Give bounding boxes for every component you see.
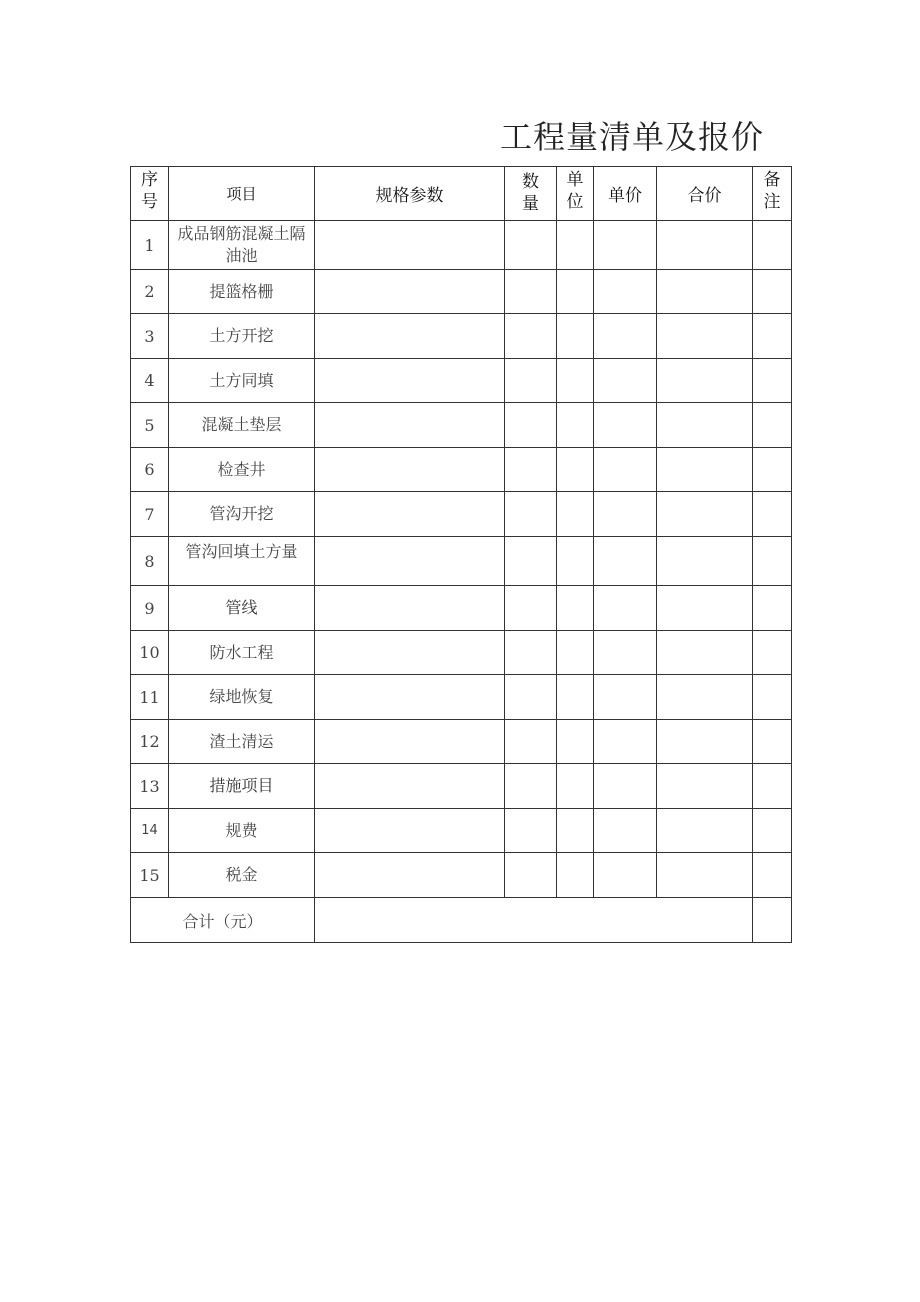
header-unit-price: 单价 (594, 167, 657, 221)
table-row (131, 764, 792, 809)
row-spec (315, 586, 505, 631)
row-remark (753, 675, 792, 720)
table-row (131, 853, 792, 898)
row-spec (315, 270, 505, 314)
row-unit (557, 586, 594, 631)
table-row (131, 631, 792, 675)
row-qty (505, 853, 557, 898)
row-remark (753, 537, 792, 586)
row-remark (753, 720, 792, 764)
row-unit (557, 221, 594, 270)
row-unit-price (594, 403, 657, 448)
row-remark (753, 448, 792, 492)
row-spec (315, 764, 505, 809)
row-item: 成品钢筋混凝土隔油池 (169, 221, 315, 270)
row-total-price (657, 586, 753, 631)
row-seq: 15 (131, 853, 169, 898)
row-unit-price (594, 492, 657, 537)
table-row (131, 270, 792, 314)
row-seq: 12 (131, 720, 169, 764)
row-total-price (657, 537, 753, 586)
row-spec (315, 314, 505, 359)
row-total-price (657, 853, 753, 898)
total-amount (315, 898, 753, 943)
row-unit (557, 853, 594, 898)
table-row (131, 448, 792, 492)
row-qty (505, 448, 557, 492)
row-seq: 3 (131, 314, 169, 359)
row-item: 混凝土垫层 (169, 403, 315, 448)
row-spec (315, 720, 505, 764)
row-item: 措施项目 (169, 764, 315, 809)
row-item: 检查井 (169, 448, 315, 492)
row-spec (315, 853, 505, 898)
row-remark (753, 631, 792, 675)
row-seq: 14 (131, 809, 169, 853)
row-item: 土方同填 (169, 359, 315, 403)
table-row (131, 720, 792, 764)
row-unit-price (594, 809, 657, 853)
header-qty: 数 量 (505, 167, 557, 221)
row-qty (505, 221, 557, 270)
row-spec (315, 631, 505, 675)
row-total-price (657, 270, 753, 314)
table-row (131, 403, 792, 448)
header-item: 项目 (169, 167, 315, 221)
row-total-price (657, 492, 753, 537)
row-qty (505, 270, 557, 314)
row-remark (753, 586, 792, 631)
row-unit-price (594, 853, 657, 898)
row-remark (753, 314, 792, 359)
row-seq: 8 (131, 537, 169, 586)
row-qty (505, 631, 557, 675)
table-row (131, 359, 792, 403)
row-seq: 1 (131, 221, 169, 270)
total-label: 合计（元） (131, 898, 315, 943)
row-seq: 7 (131, 492, 169, 537)
row-spec (315, 359, 505, 403)
row-remark (753, 764, 792, 809)
row-seq: 2 (131, 270, 169, 314)
row-total-price (657, 403, 753, 448)
row-unit-price (594, 720, 657, 764)
row-unit-price (594, 675, 657, 720)
row-unit (557, 537, 594, 586)
row-unit (557, 314, 594, 359)
row-unit (557, 270, 594, 314)
table-row (131, 221, 792, 270)
row-item: 管沟开挖 (169, 492, 315, 537)
total-row (131, 898, 792, 943)
row-unit-price (594, 314, 657, 359)
row-unit (557, 809, 594, 853)
row-unit-price (594, 448, 657, 492)
row-total-price (657, 314, 753, 359)
row-seq: 11 (131, 675, 169, 720)
row-seq: 4 (131, 359, 169, 403)
row-remark (753, 403, 792, 448)
row-total-price (657, 675, 753, 720)
total-remark (753, 898, 792, 943)
header-total-price: 合价 (657, 167, 753, 221)
row-unit-price (594, 359, 657, 403)
header-seq: 序 号 (131, 167, 169, 221)
table-row (131, 675, 792, 720)
row-unit (557, 720, 594, 764)
row-seq: 6 (131, 448, 169, 492)
table-row (131, 537, 792, 586)
row-total-price (657, 359, 753, 403)
row-qty (505, 586, 557, 631)
row-remark (753, 492, 792, 537)
row-remark (753, 809, 792, 853)
row-qty (505, 720, 557, 764)
row-spec (315, 492, 505, 537)
row-unit (557, 631, 594, 675)
row-unit (557, 448, 594, 492)
row-spec (315, 448, 505, 492)
row-unit (557, 675, 594, 720)
row-total-price (657, 764, 753, 809)
row-seq: 5 (131, 403, 169, 448)
row-qty (505, 314, 557, 359)
table-row (131, 492, 792, 537)
row-item: 防水工程 (169, 631, 315, 675)
row-spec (315, 537, 505, 586)
row-seq: 9 (131, 586, 169, 631)
row-total-price (657, 631, 753, 675)
row-item: 绿地恢复 (169, 675, 315, 720)
row-qty (505, 537, 557, 586)
row-spec (315, 221, 505, 270)
row-item: 土方开挖 (169, 314, 315, 359)
bill-of-quantities-table (130, 166, 792, 943)
row-spec (315, 403, 505, 448)
row-qty (505, 359, 557, 403)
row-remark (753, 359, 792, 403)
row-item: 渣土清运 (169, 720, 315, 764)
row-spec (315, 809, 505, 853)
table-row (131, 314, 792, 359)
row-unit (557, 403, 594, 448)
row-qty (505, 809, 557, 853)
row-seq: 10 (131, 631, 169, 675)
row-item: 税金 (169, 853, 315, 898)
row-unit-price (594, 537, 657, 586)
row-item: 规费 (169, 809, 315, 853)
header-unit: 单 位 (557, 167, 594, 221)
row-item: 管沟回填土方量 (169, 537, 315, 586)
row-unit (557, 764, 594, 809)
row-qty (505, 403, 557, 448)
table-row (131, 586, 792, 631)
row-qty (505, 492, 557, 537)
row-spec (315, 675, 505, 720)
row-remark (753, 221, 792, 270)
row-total-price (657, 221, 753, 270)
row-unit-price (594, 221, 657, 270)
row-total-price (657, 809, 753, 853)
header-spec: 规格参数 (315, 167, 505, 221)
row-item: 管线 (169, 586, 315, 631)
page-title: 工程量清单及报价 (500, 118, 765, 156)
row-unit (557, 492, 594, 537)
row-total-price (657, 720, 753, 764)
row-qty (505, 764, 557, 809)
row-unit-price (594, 270, 657, 314)
row-seq: 13 (131, 764, 169, 809)
header-remark: 备 注 (753, 167, 792, 221)
row-remark (753, 270, 792, 314)
row-item: 提篮格栅 (169, 270, 315, 314)
row-unit-price (594, 631, 657, 675)
row-total-price (657, 448, 753, 492)
row-unit-price (594, 764, 657, 809)
row-remark (753, 853, 792, 898)
header-row (131, 167, 792, 221)
row-qty (505, 675, 557, 720)
table-row (131, 809, 792, 853)
row-unit (557, 359, 594, 403)
row-unit-price (594, 586, 657, 631)
